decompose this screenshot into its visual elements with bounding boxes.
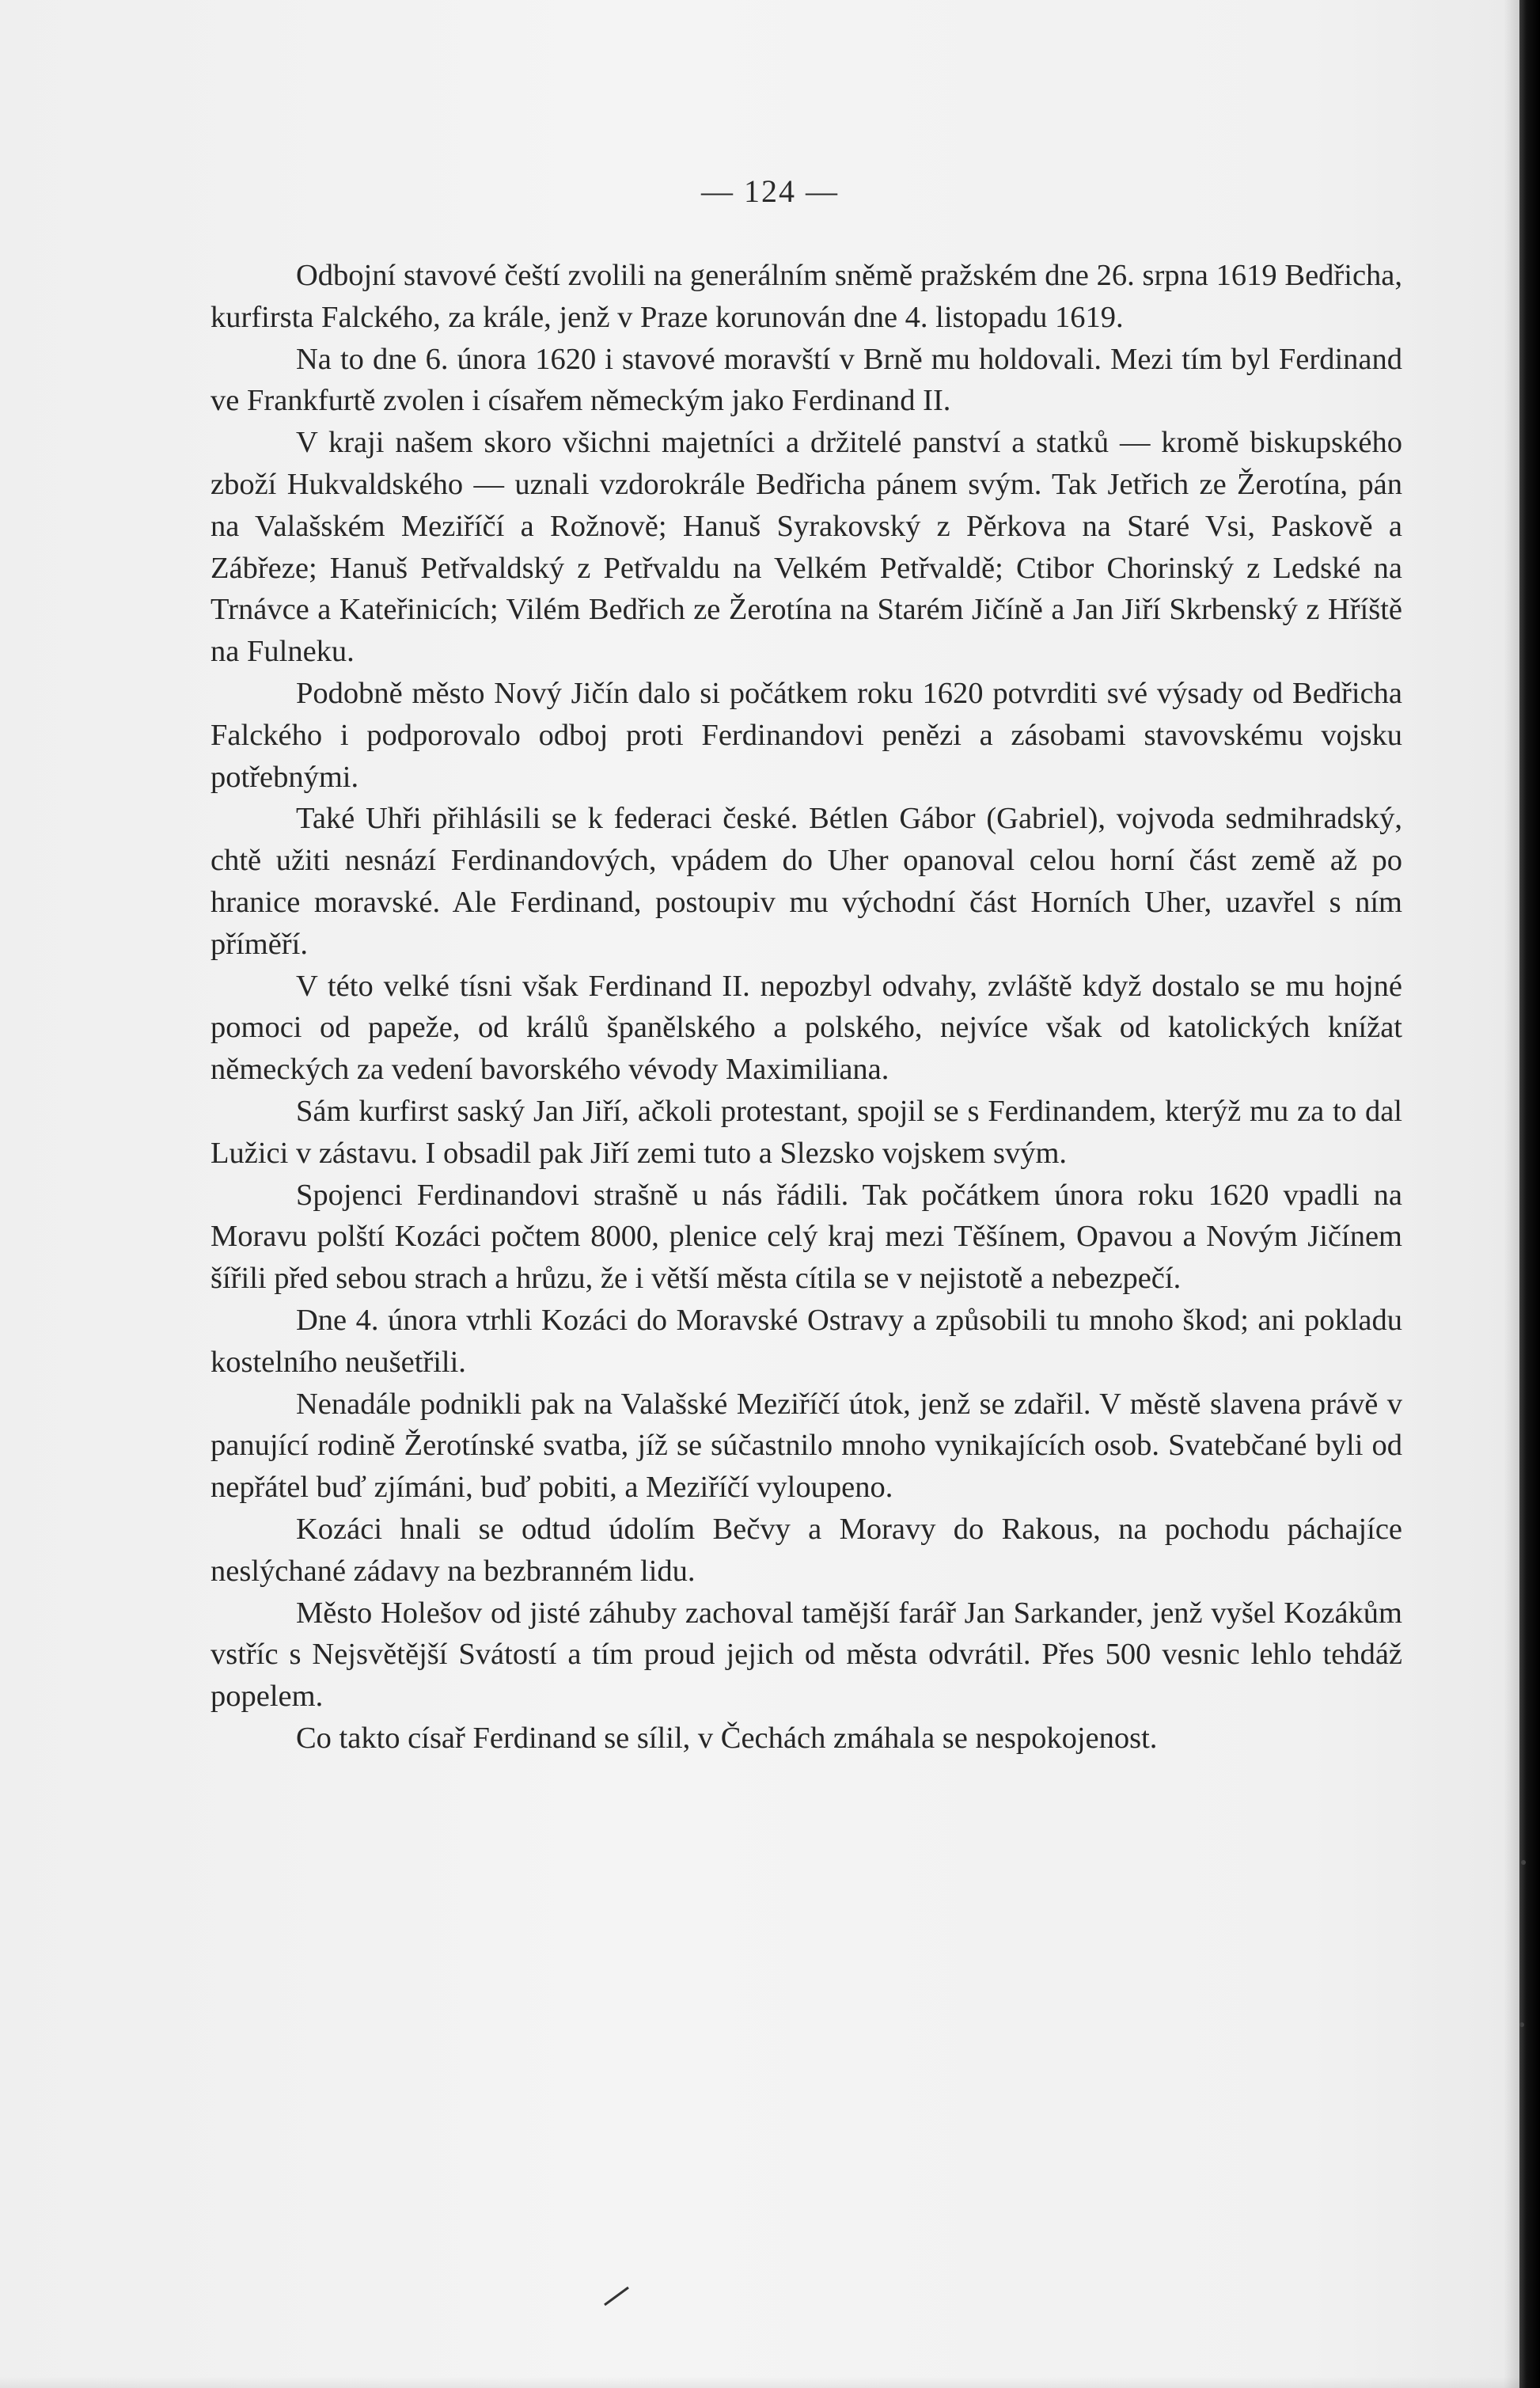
paragraph: V kraji našem skoro všichni majetníci a držitelé panství a statků — kromě biskupského zboží Hukvaldského — uznali vzdorokrále Bedřicha pánem svým. Tak Jetřich ze Žerotína, pán na Valašském Meziříčí a Rožnově; Hanuš Syrakovský z Pěrkova na Staré Vsi, Paskově a Zábřeze; Hanuš Petřvaldský z Petřvaldu na Velkém Petřvaldě; Ctibor Chorinský z Ledské na Trnávce a Kateřinicích; Vilém Bedřich ze Žerotína na Starém Jičíně a Jan Jiří Skrbenský z Hříště na Fulneku.	[211, 426, 1402, 669]
margin-dot-mark	[1521, 1860, 1526, 1865]
paragraph: Odbojní stavové čeští zvolili na generálním sněmě pražském dne 26. srpna 1619 Bedřicha, kurfirsta Falckého, za krále, jenž v Praze korunován dne 4. listopadu 1619.	[211, 259, 1402, 334]
paragraph: Dne 4. února vtrhli Kozáci do Moravské Ostravy a způsobili tu mnoho škod; ani pokladu kostelního neušetřili.	[211, 1303, 1402, 1379]
paragraph: Spojenci Ferdinandovi strašně u nás řádili. Tak počátkem února roku 1620 vpadli na Moravu polští Kozáci počtem 8000, plenice celý kraj mezi Těšínem, Opavou a Novým Jičínem šířili před sebou strach a hrůzu, že i větší města cítila se v nejistotě a nebezpečí.	[211, 1178, 1402, 1296]
pen-stroke-mark	[603, 2286, 632, 2306]
margin-dot-mark	[1519, 2022, 1524, 2027]
scan-edge	[1519, 0, 1540, 2388]
paragraph: Nenadále podnikli pak na Valašské Meziříčí útok, jenž se zdařil. V městě slavena právě v panující rodině Žerotínské svatba, jíž se súčastnilo mnoho vynikajících osob. Svatebčané byli od nepřátel buď zjímáni, buď pobiti, a Meziříčí vyloupeno.	[211, 1387, 1402, 1505]
paragraph: Kozáci hnali se odtud údolím Bečvy a Moravy do Rakous, na pochodu páchajíce neslýchané zádavy na bezbranném lidu.	[211, 1512, 1402, 1588]
body-text	[211, 255, 1402, 1760]
paragraph: Město Holešov od jisté záhuby zachoval tamější farář Jan Sarkander, jenž vyšel Kozákům vstříc s Nejsvětější Svátostí a tím proud jejich od města odvrátil. Přes 500 vesnic lehlo tehdáž popelem.	[211, 1596, 1402, 1714]
paragraph: Co takto císař Ferdinand se sílil, v Čechách zmáhala se nespokojenost.	[296, 1721, 1158, 1755]
page-number: — 124 —	[701, 173, 839, 209]
paragraph: Na to dne 6. února 1620 i stavové moravští v Brně mu holdovali. Mezi tím byl Ferdinand ve Frankfurtě zvolen i císařem německým jako Ferdinand II.	[211, 342, 1402, 418]
paragraph: Také Uhři přihlásili se k federaci české. Bétlen Gábor (Gabriel), vojvoda sedmihradský, chtě užiti nesnází Ferdinandových, vpádem do Uher opanoval celou horní část země až po hranice moravské. Ale Ferdinand, postoupiv mu východní část Horních Uher, uzavřel s ním příměří.	[211, 802, 1402, 961]
paragraph: Podobně město Nový Jičín dalo si počátkem roku 1620 potvrditi své výsady od Bedřicha Falckého i podporovalo odboj proti Ferdinandovi penězi a zásobami stavovskému vojsku potřebnými.	[211, 676, 1402, 794]
page-bottom-shadow	[0, 2377, 1540, 2388]
paragraph: Sám kurfirst saský Jan Jiří, ačkoli protestant, spojil se s Ferdinandem, kterýž mu za to dal Lužici v zástavu. I obsadil pak Jiří zemi tuto a Slezsko vojskem svým.	[211, 1094, 1402, 1170]
page-fold-shadow	[1504, 0, 1519, 2388]
paragraph: V této velké tísni však Ferdinand II. nepozbyl odvahy, zvláště když dostalo se mu hojné pomoci od papeže, od králů španělského a polského, nejvíce však od katolických knížat německých za vedení bavorského vévody Maximiliana.	[211, 969, 1402, 1087]
